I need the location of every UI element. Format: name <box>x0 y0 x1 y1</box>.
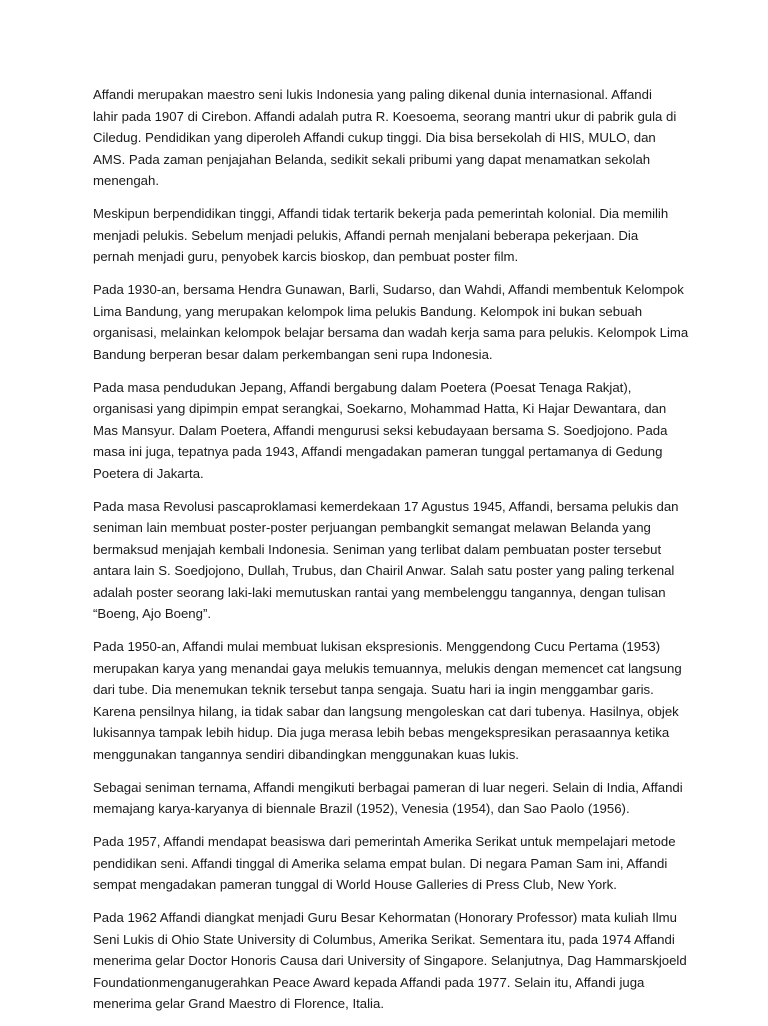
text-line: lukisannya tampak lebih hidup. Dia juga merasa lebih bebas mengekspresikan perasaannya ketika <box>93 725 670 740</box>
text-line: bermaksud menjajah kembali Indonesia. Seniman yang terlibat dalam pembuatan poster tersebut <box>93 541 662 557</box>
text-line: Ciledug. Pendidikan yang diperoleh Affandi cukup tinggi. Dia bisa bersekolah di HIS, MULO, dan <box>93 130 656 145</box>
paragraph <box>93 279 689 365</box>
text-line: Pada 1930-an, bersama Hendra Gunawan, Barli, Sudarso, dan Wahdi, Affandi membentuk Kelompok <box>93 282 684 297</box>
text-line: antara lain S. Soedjojono, Dullah, Trubus, dan Chairil Anwar. Salah satu poster yang paling terkenal <box>93 563 675 578</box>
text-line: pernah menjadi guru, penyobek karcis bioskop, dan pembuat poster film. <box>93 249 519 264</box>
text-line: organisasi yang dipimpin empat serangkai, Soekarno, Mohammad Hatta, Ki Hajar Dewantara, dan <box>93 401 667 416</box>
text-line: Pada masa pendudukan Jepang, Affandi bergabung dalam Poetera (Poesat Tenaga Rakjat), <box>93 379 632 395</box>
paragraph <box>93 203 685 268</box>
text-line: Mas Mansyur. Dalam Poetera, Affandi mengurusi seksi kebudayaan bersama S. Soedjojono. Pada <box>93 422 668 438</box>
text-line: “Boeng, Ajo Boeng”. <box>93 606 212 621</box>
text-line: menerima gelar Doctor Honoris Causa dari University of Singapore. Selanjutnya, Dag Hammarskjoeld <box>93 953 687 968</box>
text-line: Sebagai seniman ternama, Affandi mengikuti berbagai pameran di luar negeri. Selain di India, Affandi <box>93 779 683 795</box>
text-line: Pada masa Revolusi pascaproklamasi kemerdekaan 17 Agustus 1945, Affandi, bersama pelukis dan <box>93 498 679 514</box>
paragraph <box>93 636 685 765</box>
text-line: menerima gelar Grand Maestro di Florence, Italia. <box>93 996 384 1011</box>
paragraph <box>93 777 685 820</box>
text-line: merupakan karya yang menandai gaya melukis temuannya, melukis dengan memencet cat langsung <box>93 660 682 676</box>
text-line: Bandung berperan besar dalam perkembangan seni rupa Indonesia. <box>93 346 493 362</box>
text-line: seniman lain membuat poster-poster perjuangan pembangkit semangat melawan Belanda yang <box>93 520 651 535</box>
text-line: sempat mengadakan pameran tunggal di World House Galleries di Press Club, New York. <box>93 877 617 892</box>
text-line: memajang karya-karyanya di biennale Brazil (1952), Venesia (1954), dan Sao Paolo (1956). <box>93 801 630 816</box>
text-line: adalah poster seorang laki-laki memutuskan rantai yang membelenggu tangannya, dengan tulisan <box>93 584 666 600</box>
text-line: Foundationmenganugerahkan Peace Award kepada Affandi pada 1977. Selain itu, Affandi juga <box>93 974 645 990</box>
paragraph <box>93 377 685 485</box>
text-line: Lima Bandung, yang merupakan kelompok lima pelukis Bandung. Kelompok ini bukan sebuah <box>93 303 643 319</box>
text-line: dari tube. Dia menemukan teknik tersebut tanpa sengaja. Suatu hari ia ingin menggambar garis. <box>93 682 654 697</box>
text-line: menggunakan tangannya sendiri dibandingkan menggunakan kuas lukis. <box>93 746 519 762</box>
text-line: Poetera di Jakarta. <box>93 465 204 481</box>
text-line: masa ini juga, tepatnya pada 1943, Affandi mengadakan pameran tunggal pertamanya di Gedung <box>93 444 663 459</box>
text-line: menjadi pelukis. Sebelum menjadi pelukis, Affandi pernah menjalani beberapa pekerjaan. Dia <box>93 227 639 243</box>
text-line: Meskipun berpendidikan tinggi, Affandi tidak tertarik bekerja pada pemerintah kolonial. Dia memilih <box>93 206 669 221</box>
text-line: pendidikan seni. Affandi tinggal di Amerika selama empat bulan. Di negara Paman Sam ini, Affandi <box>93 855 668 871</box>
text-line: Affandi merupakan maestro seni lukis Indonesia yang paling dikenal dunia internasional. Affandi <box>93 87 652 102</box>
text-line: Karena pensilnya hilang, ia tidak sabar dan langsung mengoleskan cat dari tubenya. Hasilnya, objek <box>93 703 679 719</box>
document-body <box>93 84 689 1026</box>
paragraph <box>93 84 685 192</box>
paragraph <box>93 496 685 625</box>
paragraph <box>93 831 685 896</box>
text-line: lahir pada 1907 di Cirebon. Affandi adalah putra R. Koesoema, seorang mantri ukur di pabrik gula di <box>93 108 677 124</box>
text-line: Seni Lukis di Ohio State University di Columbus, Amerika Serikat. Sementara itu, pada 1974 Affandi <box>93 931 675 947</box>
text-line: Pada 1962 Affandi diangkat menjadi Guru Besar Kehormatan (Honorary Professor) mata kuliah Ilmu <box>93 910 677 925</box>
paragraph <box>93 907 685 1015</box>
text-line: menengah. <box>93 173 159 188</box>
text-line: organisasi, melainkan kelompok belajar bersama dan wadah kerja sama para pelukis. Kelompok Lima <box>93 325 689 340</box>
text-line: Pada 1957, Affandi mendapat beasiswa dari pemerintah Amerika Serikat untuk mempelajari metode <box>93 834 676 849</box>
text-line: Pada 1950-an, Affandi mulai membuat lukisan ekspresionis. Menggendong Cucu Pertama (1953) <box>93 639 661 654</box>
text-line: AMS. Pada zaman penjajahan Belanda, sedikit sekali pribumi yang dapat menamatkan sekolah <box>93 151 651 167</box>
